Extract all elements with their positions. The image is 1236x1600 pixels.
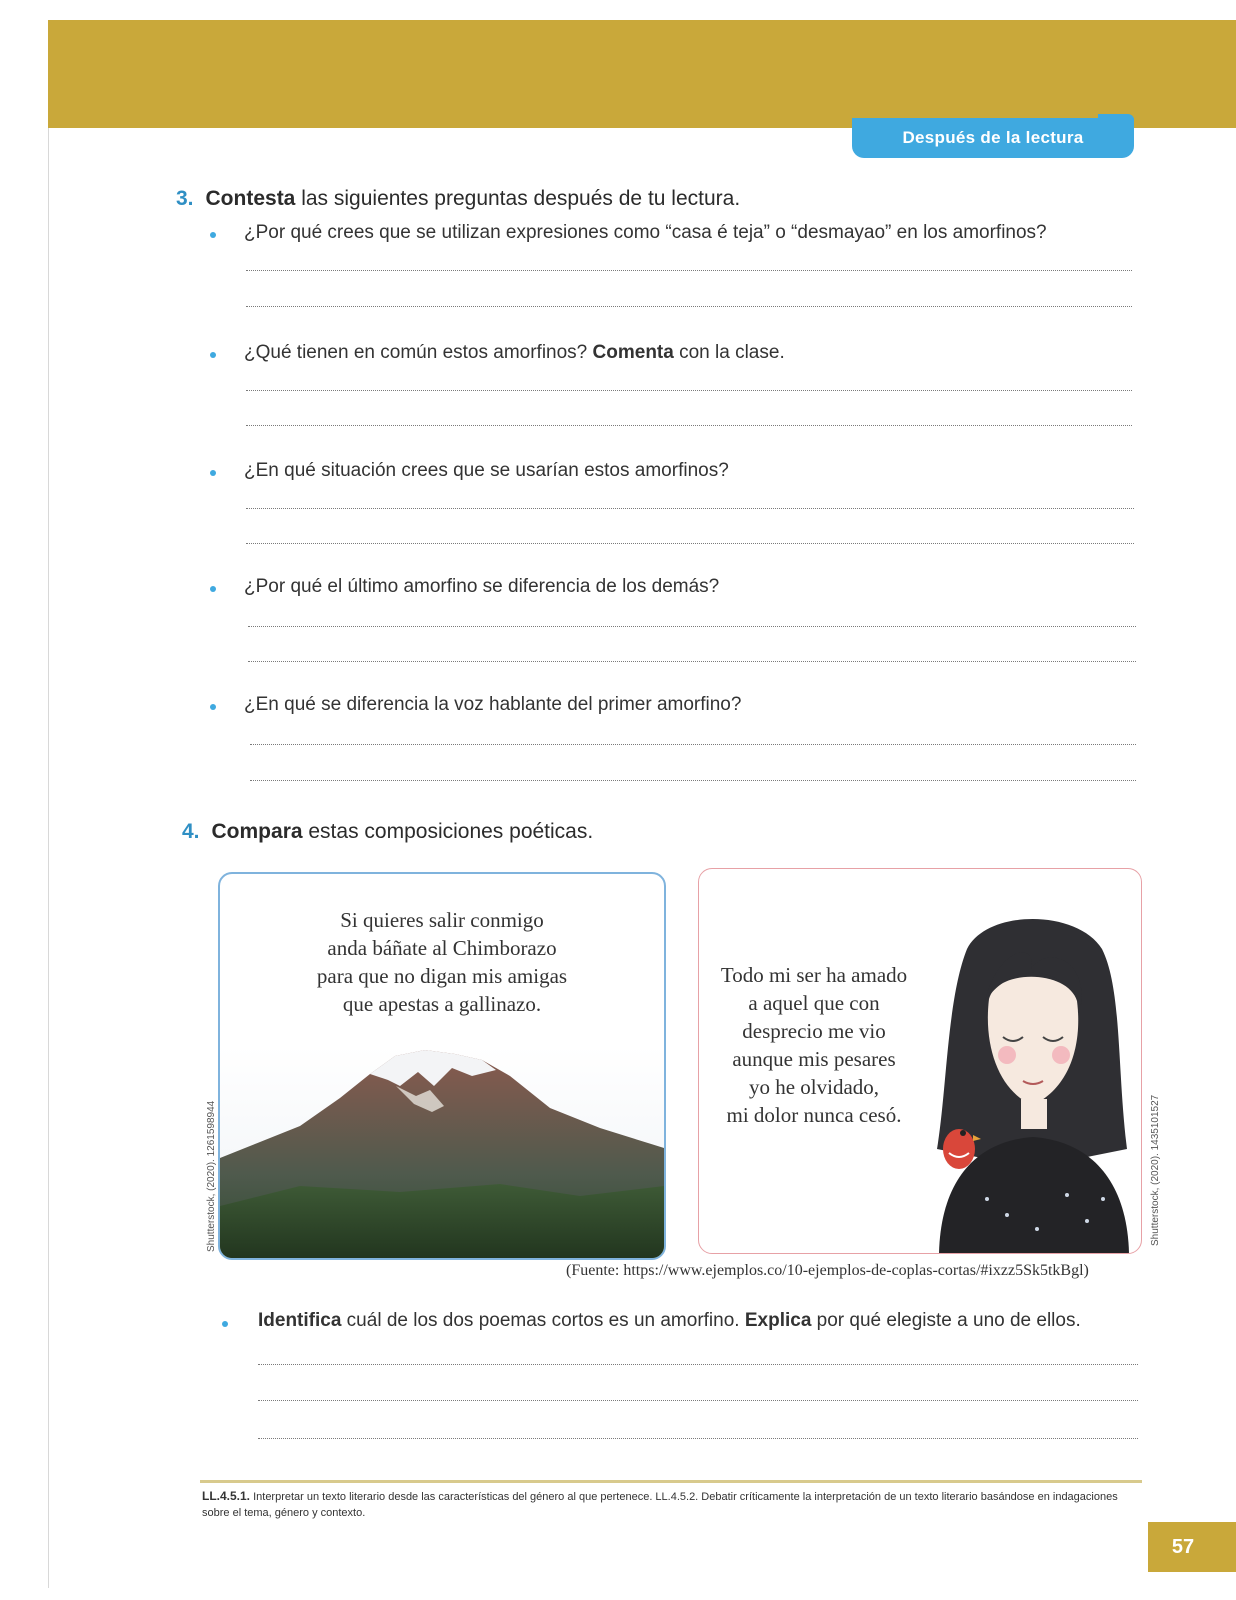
poem-box-chimborazo <box>218 872 666 1260</box>
curriculum-text: Interpretar un texto literario desde las características del género al que pertenece. LL.4.5.2. Debatir críticamente la interpretación de un texto literario basándose en indagaciones sobre el tema, género y contexto. <box>202 1491 1118 1519</box>
answer-line[interactable] <box>246 425 1132 426</box>
answer-line[interactable] <box>258 1364 1138 1365</box>
task-text-part: por qué elegiste a uno de ellos. <box>811 1310 1081 1331</box>
header-band <box>48 20 1236 128</box>
poem-line: para que no digan mis amigas <box>316 964 568 988</box>
image-credit: Shutterstock, (2020). 1261598944 <box>206 1100 217 1252</box>
bullet-icon <box>210 352 216 358</box>
answer-line[interactable] <box>246 306 1132 307</box>
task-text <box>258 1310 1081 1332</box>
question-verb: Contesta <box>205 187 296 210</box>
footer-rule <box>200 1480 1142 1483</box>
poem-line: mi dolor nunca cesó. <box>726 1103 902 1127</box>
bullet-icon <box>210 704 216 710</box>
answer-line[interactable] <box>246 390 1132 391</box>
curriculum-code: LL.4.5.1. <box>202 1489 251 1503</box>
poem-line: yo he olvidado, <box>748 1075 880 1099</box>
question-item-text-part: con la clase. <box>673 342 785 363</box>
answer-line[interactable] <box>248 626 1136 627</box>
question-number: 4. <box>182 820 200 843</box>
page-edge <box>48 128 49 1588</box>
answer-line[interactable] <box>258 1438 1138 1439</box>
question-3-heading <box>176 187 740 211</box>
page-number-label: 57 <box>1171 1535 1195 1558</box>
task-verb: Explica <box>744 1310 812 1331</box>
poem-text <box>292 906 592 1018</box>
question-item-verb: Comenta <box>592 342 674 363</box>
bullet-icon <box>210 232 216 238</box>
bullet-icon <box>222 1321 228 1327</box>
question-number: 3. <box>176 187 194 210</box>
answer-line[interactable] <box>246 543 1134 544</box>
poem-line: desprecio me vio <box>742 1019 886 1043</box>
poem-line: a aquel que con <box>748 991 880 1015</box>
answer-line[interactable] <box>258 1400 1138 1401</box>
question-verb: Compara <box>211 820 303 843</box>
answer-line[interactable] <box>250 744 1136 745</box>
answer-line[interactable] <box>246 508 1134 509</box>
task-verb: Identifica <box>258 1310 342 1331</box>
source-citation: (Fuente: https://www.ejemplos.co/10-ejemplos-de-coplas-cortas/#ixzz5Sk5tkBgl) <box>566 1262 1089 1279</box>
image-credit: Shutterstock, (2020). 1435101527 <box>1150 1094 1161 1246</box>
question-item-text: ¿En qué situación crees que se usarían estos amorfinos? <box>244 460 729 481</box>
answer-line[interactable] <box>246 270 1132 271</box>
question-text: las siguientes preguntas después de tu lectura. <box>295 187 741 210</box>
question-item-text: ¿En qué se diferencia la voz hablante del primer amorfino? <box>244 694 742 715</box>
answer-line[interactable] <box>250 780 1136 781</box>
section-tab-label: Después de la lectura <box>902 128 1084 147</box>
mountain-image <box>220 1046 664 1258</box>
task-text-part: cuál de los dos poemas cortos es un amorfino. <box>341 1310 745 1331</box>
poem-text <box>709 961 919 1129</box>
section-tab <box>852 118 1134 158</box>
poem-line: anda báñate al Chimborazo <box>327 936 557 960</box>
poem-line: Si quieres salir conmigo <box>340 908 544 932</box>
question-4-heading <box>182 820 593 844</box>
page-number <box>1148 1522 1236 1572</box>
question-item-text-part: ¿Qué tienen en común estos amorfinos? <box>244 342 593 363</box>
poem-line: Todo mi ser ha amado <box>720 963 908 987</box>
woman-illustration <box>927 909 1141 1253</box>
question-text: estas composiciones poéticas. <box>302 820 594 843</box>
question-item-text: ¿Por qué el último amorfino se diferencia de los demás? <box>244 576 720 597</box>
poem-line: aunque mis pesares <box>732 1047 896 1071</box>
curriculum-note <box>202 1488 1130 1521</box>
question-item-text <box>244 342 785 364</box>
bullet-icon <box>210 586 216 592</box>
bullet-icon <box>210 470 216 476</box>
answer-line[interactable] <box>248 661 1136 662</box>
poem-box-woman <box>698 868 1142 1254</box>
question-item-text: ¿Por qué crees que se utilizan expresiones como “casa é teja” o “desmayao” en los amorfinos? <box>244 222 1047 243</box>
poem-line: que apestas a gallinazo. <box>342 992 542 1016</box>
